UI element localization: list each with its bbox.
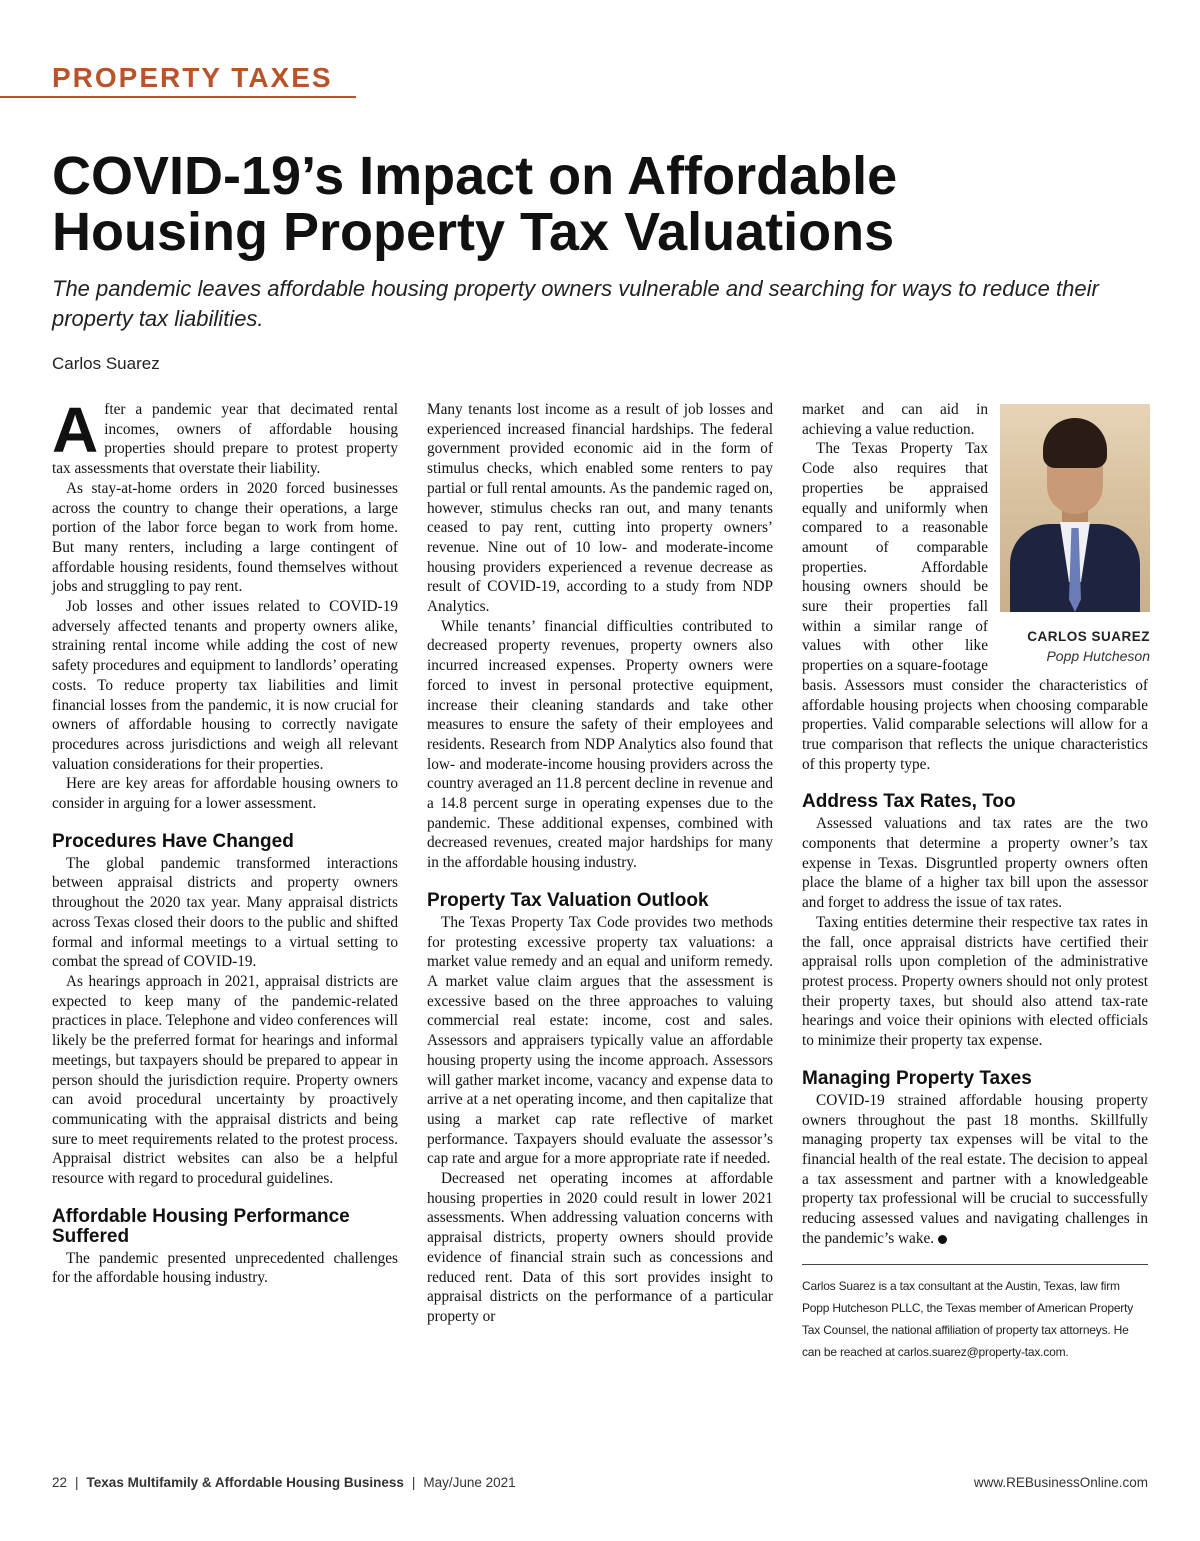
kicker-rule <box>0 96 356 98</box>
paragraph-text: fter a pandemic year that decimated rental incomes, owners of affordable housing properties should prepare to protest property tax assessments that overstate their liability. <box>52 401 398 478</box>
paragraph: The pandemic presented unprecedented challenges for the affordable housing industry. <box>52 1249 398 1287</box>
subhead: Affordable Housing Performance Suffered <box>52 1205 350 1247</box>
section-kicker: PROPERTY TAXES <box>52 62 333 93</box>
paragraph: As stay-at-home orders in 2020 forced businesses across the country to change their operations, a large portion of the labor force began to work from home. But many renters, including a large contingent of affordable housing residents, found themselves without jobs and struggling to pay rent. <box>52 479 398 596</box>
dek: The pandemic leaves affordable housing property owners vulnerable and searching for ways to reduce their property tax liabilities. <box>52 276 1099 331</box>
page-footer-left: 22 | Texas Multifamily & Affordable Housing Business | May/June 2021 <box>52 1475 516 1490</box>
headline-line-1: COVID-19’s Impact on Affordable <box>52 146 898 206</box>
author-photo <box>1000 404 1150 612</box>
paragraph <box>52 394 398 479</box>
article-column-2 <box>427 400 773 1327</box>
paragraph-text: COVID-19 strained affordable housing property owners throughout the past 18 months. Skillfully managing property tax expenses will be vital to the financial health of the real estate. The decision to appeal a tax assessment and partner with a knowledgeable property tax professional will be crucial to successfully reducing assessed values and navigating challenges in the pandemic’s wake. <box>802 1091 1148 1247</box>
author-photo-block <box>1000 404 1150 666</box>
publication-name: Texas Multifamily & Affordable Housing Business <box>86 1475 404 1490</box>
end-mark-icon <box>938 1235 947 1244</box>
drop-cap: A <box>52 394 99 466</box>
bio-divider <box>802 1264 1148 1265</box>
photo-caption-name: CARLOS SUAREZ <box>1027 629 1150 644</box>
paragraph: Decreased net operating incomes at affordable housing properties in 2020 could result in lower 2021 assessments. When addressing valuation concerns with appraisal districts, property owners should provide evidence of financial strain such as concessions and reduced rent. Data of this sort provides insight to appraisal districts on the performance of a particular property or <box>427 1170 773 1325</box>
subhead: Address Tax Rates, Too <box>802 791 1016 813</box>
article-column-3 <box>802 400 1148 1363</box>
paragraph: As hearings approach in 2021, appraisal districts are expected to keep many of the pandemic-related practices in place. Telephone and video conferences will likely be the preferred format for hearings and informal meetings, but taxpayers should be prepared to appear in person should the jurisdiction require. Property owners can avoid procedural uncertainty by proactively communicating with the appraisal districts and being sure to meet requirements related to the protest process. Appraisal district websites can also be a helpful resource with regard to procedural guidelines. <box>52 972 398 1188</box>
paragraph: Taxing entities determine their respective tax rates in the fall, once appraisal districts have certified their appraisal rolls upon completion of the administrative protest process. Property owners should not only protest their property taxes, but should also attend tax-rate hearings and voice their opinions with elected officials to minimize their property tax expense. <box>802 913 1148 1050</box>
website-link[interactable]: www.REBusinessOnline.com <box>973 1475 1148 1490</box>
headline <box>52 148 1152 260</box>
paragraph: The Texas Property Tax Code provides two methods for protesting excessive property tax valuations: a market value remedy and an equal and uniform remedy. A market value claim argues that the assessment is excessive based on the three approaches to valuing commercial real estate: income, cost and sales. Assessors and appraisers typically value an affordable housing property using the income approach. Assessors will gather market income, vacancy and expense data to arrive at a net operating income, and then capitalize that using a market cap rate reflective of market performance. Taxpayers should evaluate the assessor’s cap rate and argue for a more appropriate rate if needed. <box>427 913 773 1168</box>
paragraph: The global pandemic transformed interactions between appraisal districts and property owners throughout the 2020 tax year. Many appraisal districts across Texas closed their doors to the public and shifted formal and informal meetings to a virtual setting to combat the spread of COVID-19. <box>52 854 398 971</box>
paragraph: Here are key areas for affordable housing owners to consider in arguing for a lower assessment. <box>52 775 398 813</box>
paragraph: Job losses and other issues related to COVID-19 adversely affected tenants and property owners alike, straining rental income while adding the cost of new safety procedures and equipment to landlords’ operating costs. To reduce property tax liabilities and limit financial losses from the pandemic, it is now crucial for owners of affordable housing to correctly navigate procedures across jurisdictions and weigh all relevant valuation considerations for their properties. <box>52 598 398 773</box>
paragraph: The Texas Property Tax Code also requires that properties be appraised equally and uniformly when compared to a reasonable amount of comparable properties. Affordable housing owners should be sure their properties fall within a similar range of values with other like properties on a square-footage basis. Assessors must consider the characteristics of affordable housing projects when choosing comparable properties. Valid comparable selections will allow for a true comparison that reflects the unique characteristics of this property type. <box>802 440 1148 773</box>
paragraph: Many tenants lost income as a result of job losses and experienced increased financial hardships. The federal government provided economic aid in the form of stimulus checks, which enabled some renters to pay partial or full rental amounts. As the pandemic raged on, however, stimulus checks ran out, and many tenants ceased to pay rent, cutting into property owners’ revenue. Nine out of 10 low- and moderate-income housing providers experienced a revenue decrease as result of COVID-19, according to a study from NDP Analytics. <box>427 401 773 616</box>
byline: Carlos Suarez <box>52 354 160 373</box>
paragraph: While tenants’ financial difficulties contributed to decreased property revenues, property owners also incurred increased expenses. Property owners were forced to invest in personal protective equipment, increase their cleaning standards and take other measures to ensure the safety of their employees and residents. Research from NDP Analytics also found that low- and moderate-income housing providers across the country averaged an 11.8 percent decline in revenue and a 14.8 percent surge in operating expenses due to the pandemic. These additional expenses, combined with decreased revenues, created major hardships for many in the affordable housing industry. <box>427 617 773 872</box>
subhead: Managing Property Taxes <box>802 1067 1032 1089</box>
paragraph <box>802 1091 1148 1249</box>
article-column-1 <box>52 394 398 1288</box>
headline-line-2: Housing Property Tax Valuations <box>52 202 895 262</box>
page-number: 22 <box>52 1475 68 1490</box>
author-bio: Carlos Suarez is a tax consultant at the Austin, Texas, law firm Popp Hutcheson PLLC, the Texas member of American Property Tax Counsel, the national affiliation of property tax attorneys. He can be reached at carlos.suarez@property-tax.com. <box>802 1279 1134 1360</box>
photo-caption-affiliation: Popp Hutcheson <box>1046 648 1150 664</box>
paragraph: Assessed valuations and tax rates are the two components that determine a property owner’s tax expense in Texas. Disgruntled property owners often place the blame of a higher tax bill upon the assessor and forget to address the issue of tax rates. <box>802 815 1148 912</box>
issue-date: May/June 2021 <box>423 1475 516 1490</box>
subhead: Procedures Have Changed <box>52 830 294 852</box>
subhead: Property Tax Valuation Outlook <box>427 889 709 911</box>
paragraph: market and can aid in achieving a value reduction. <box>802 401 988 438</box>
